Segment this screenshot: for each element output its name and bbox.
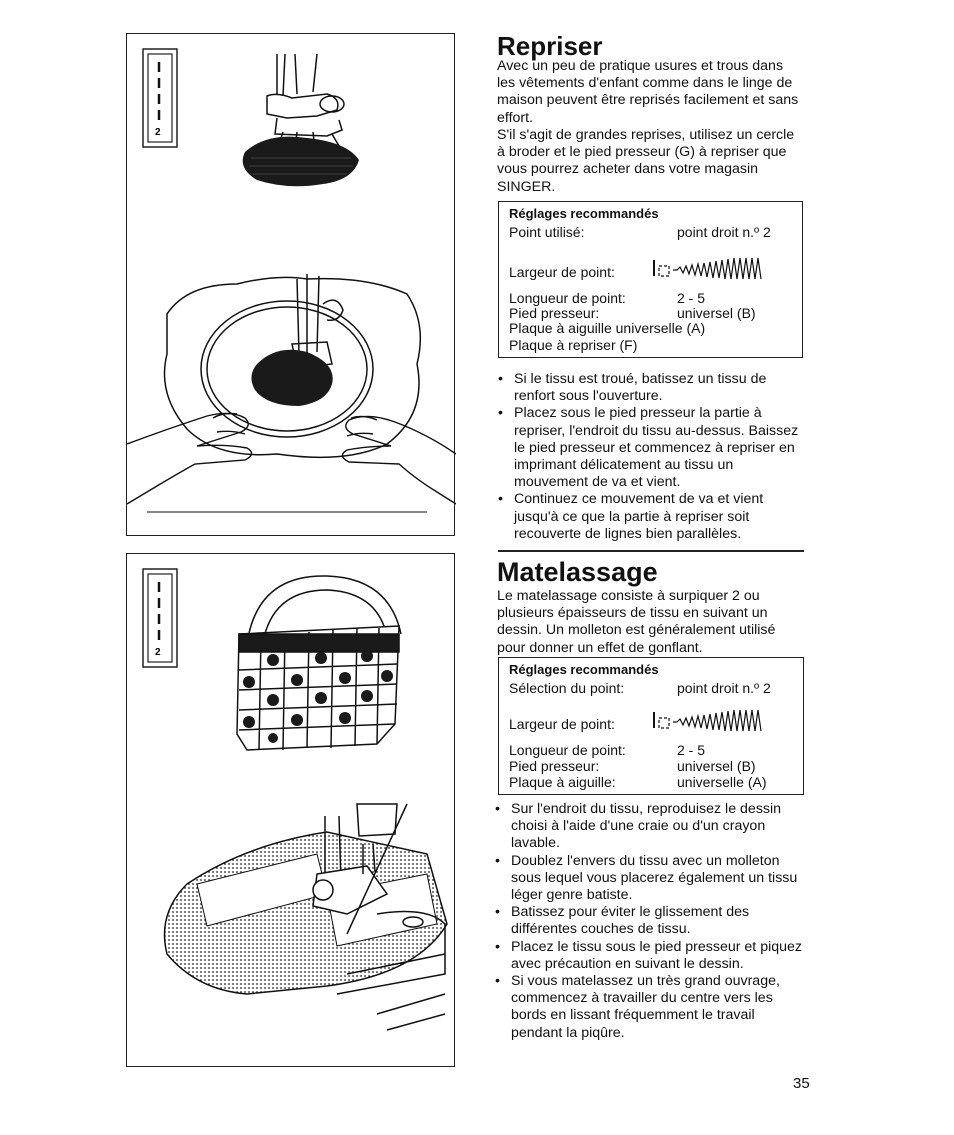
presser-foot-darning xyxy=(267,54,344,150)
section-divider xyxy=(498,550,804,552)
point-label: Point utilisé: xyxy=(509,224,585,240)
matelassage-heading: Matelassage xyxy=(497,557,658,587)
quilted-fabric xyxy=(165,832,448,994)
list-item: • Si vous matelassez un très grand ouvrage, commencez à travailler du centre vers les bords en lissant fréquemment le travail pendant la piqûre. xyxy=(495,973,805,1042)
plate-2: Plaque à repriser (F) xyxy=(509,337,638,353)
stitch-width-icon xyxy=(651,708,801,734)
point-value: point droit n.º 2 xyxy=(677,224,771,240)
darning-illustration xyxy=(127,34,456,537)
repriser-intro-2: S'il s'agit de grandes reprises, utilisez un cercle à broder et le pied presseur (G) à repriser que vous pourrez acheter dans votre magasin SINGER. xyxy=(497,127,795,195)
matelassage-settings-box xyxy=(498,657,804,795)
matelassage-bullets xyxy=(495,801,805,1042)
repriser-settings-box xyxy=(498,201,803,358)
stitch-indicator-number: 2 xyxy=(155,647,161,658)
stitch-width-icon xyxy=(651,256,801,282)
length-label: Longueur de point: xyxy=(509,742,626,758)
list-item: • Placez sous le pied presseur la partie à repriser, l'endroit du tissu au-dessus. Baissez le pied presseur et commencez à repriser en imprimant délicatement au tissu un mouvement de va et vient. xyxy=(498,405,804,491)
foot-value: universel (B) xyxy=(677,305,756,321)
illustration-panel-darning xyxy=(126,33,455,536)
darned-patch-top xyxy=(243,137,359,187)
point-value: point droit n.º 2 xyxy=(677,680,771,696)
foot-value: universel (B) xyxy=(677,758,756,774)
width-label: Largeur de point: xyxy=(509,264,615,280)
plate-label: Plaque à aiguille: xyxy=(509,774,616,790)
plate-1: Plaque à aiguille universelle (A) xyxy=(509,320,706,336)
matelassage-intro: Le matelassage consiste à surpiquer 2 ou plusieurs épaisseurs de tissu en suivant un dessin. Un molleton est généralement utilisé pour donner un effet de gonflant. xyxy=(497,588,776,656)
length-value: 2 - 5 xyxy=(677,290,706,306)
repriser-intro: Avec un peu de pratique usures et trous dans les vêtements d'enfant comme dans le linge de maison peuvent être reprisés facilement et sans effort. xyxy=(497,58,799,126)
width-label: Largeur de point: xyxy=(509,716,615,732)
stitch-indicator-number: 2 xyxy=(155,127,161,138)
settings-title: Réglages recommandés xyxy=(509,662,659,677)
repriser-bullets xyxy=(498,371,804,543)
foot-label: Pied presseur: xyxy=(509,758,600,774)
repriser-heading: Repriser xyxy=(497,31,603,61)
list-item: • Doublez l'envers du tissu avec un molleton sous lequel vous placerez également un tissu léger genre batiste. xyxy=(495,853,805,905)
settings-title: Réglages recommandés xyxy=(509,206,659,221)
length-value: 2 - 5 xyxy=(677,742,706,758)
stitch-indicator xyxy=(143,49,177,147)
list-item: • Sur l'endroit du tissu, reproduisez le dessin choisi à l'aide d'une craie ou d'un crayon lavable. xyxy=(495,801,805,853)
stitch-indicator xyxy=(143,569,177,667)
list-item: • Batissez pour éviter le glissement des différentes couches de tissu. xyxy=(495,904,805,938)
point-label: Sélection du point: xyxy=(509,680,625,696)
darned-patch-hoop xyxy=(251,350,332,406)
list-item: • Si le tissu est troué, batissez un tissu de renfort sous l'ouverture. xyxy=(498,371,804,405)
hands xyxy=(127,413,456,512)
page-number: 35 xyxy=(793,1075,810,1092)
plate-value: universelle (A) xyxy=(677,774,767,790)
foot-label: Pied presseur: xyxy=(509,305,600,321)
list-item: • Continuez ce mouvement de va et vient jusqu'à ce que la partie à repriser soit recouverte de lignes bien parallèles. xyxy=(498,491,804,543)
list-item: • Placez le tissu sous le pied presseur et piquez avec précaution en suivant le dessin. xyxy=(495,939,805,973)
illustration-panel-quilting xyxy=(126,553,455,1067)
quilting-illustration xyxy=(127,554,456,1068)
length-label: Longueur de point: xyxy=(509,290,626,306)
